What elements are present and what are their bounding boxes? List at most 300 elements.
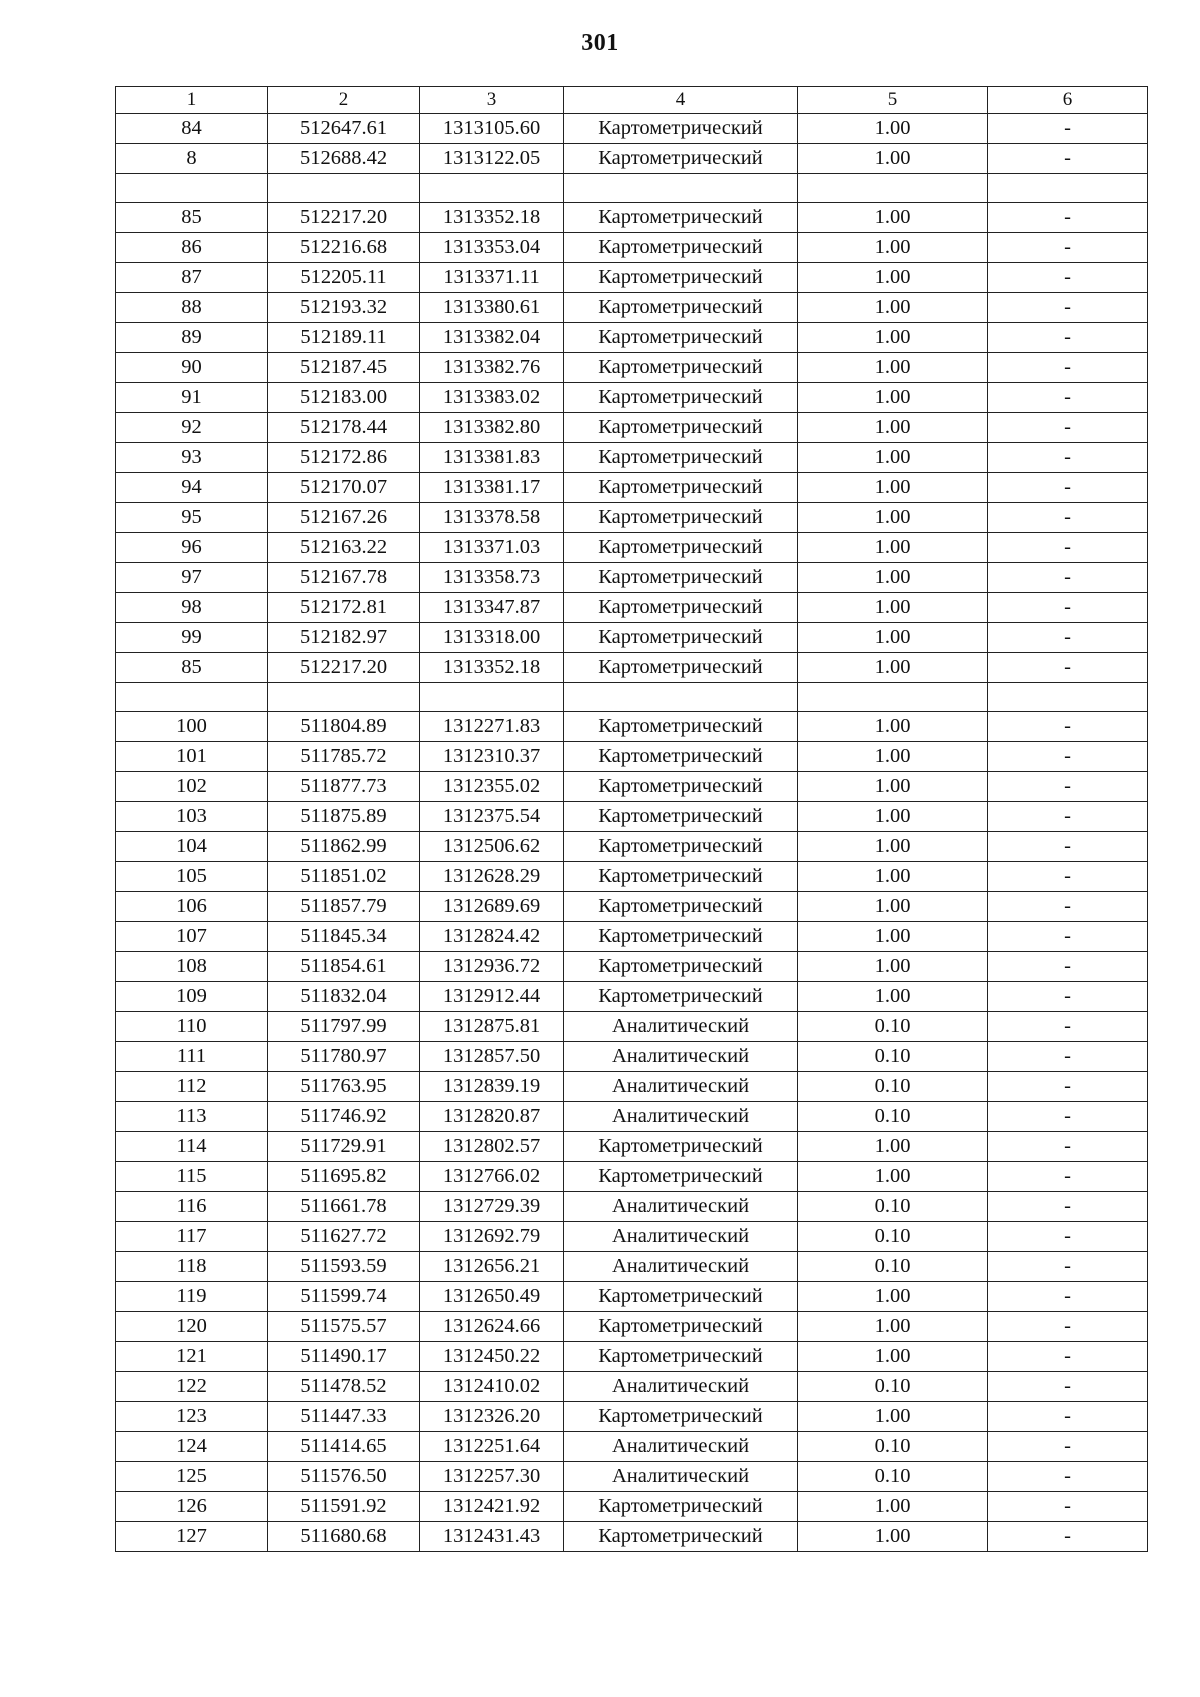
y-coordinate-cell: 1312326.20 bbox=[420, 1402, 564, 1432]
method-cell: Картометрический bbox=[564, 323, 798, 353]
x-coordinate-cell: 512167.26 bbox=[268, 503, 420, 533]
x-coordinate-cell: 512172.81 bbox=[268, 593, 420, 623]
method-cell: Картометрический bbox=[564, 922, 798, 952]
point-number-cell: 126 bbox=[116, 1492, 268, 1522]
x-coordinate-cell: 511875.89 bbox=[268, 802, 420, 832]
accuracy-cell: 1.00 bbox=[798, 623, 988, 653]
note-cell: - bbox=[988, 1072, 1148, 1102]
accuracy-cell: 1.00 bbox=[798, 712, 988, 742]
note-cell: - bbox=[988, 323, 1148, 353]
point-number-cell: 124 bbox=[116, 1432, 268, 1462]
point-number-cell: 86 bbox=[116, 233, 268, 263]
table-row bbox=[116, 982, 1148, 1012]
accuracy-cell: 0.10 bbox=[798, 1462, 988, 1492]
y-coordinate-cell: 1312766.02 bbox=[420, 1162, 564, 1192]
table-row bbox=[116, 413, 1148, 443]
table-row bbox=[116, 1402, 1148, 1432]
table-row bbox=[116, 1252, 1148, 1282]
note-cell: - bbox=[988, 1132, 1148, 1162]
table-row bbox=[116, 353, 1148, 383]
column-header: 1 bbox=[116, 87, 268, 114]
method-cell: Аналитический bbox=[564, 1252, 798, 1282]
x-coordinate-cell: 511661.78 bbox=[268, 1192, 420, 1222]
note-cell: - bbox=[988, 144, 1148, 174]
point-number-cell: 114 bbox=[116, 1132, 268, 1162]
note-cell: - bbox=[988, 1102, 1148, 1132]
table-row bbox=[116, 742, 1148, 772]
point-number-cell: 105 bbox=[116, 862, 268, 892]
table-row bbox=[116, 1372, 1148, 1402]
accuracy-cell: 1.00 bbox=[798, 1282, 988, 1312]
x-coordinate-cell: 511593.59 bbox=[268, 1252, 420, 1282]
table-row bbox=[116, 683, 1148, 712]
x-coordinate-cell: 511862.99 bbox=[268, 832, 420, 862]
note-cell: - bbox=[988, 1402, 1148, 1432]
method-cell: Аналитический bbox=[564, 1102, 798, 1132]
method-cell: Картометрический bbox=[564, 1162, 798, 1192]
note-cell: - bbox=[988, 1372, 1148, 1402]
point-number-cell: 91 bbox=[116, 383, 268, 413]
accuracy-cell: 1.00 bbox=[798, 1342, 988, 1372]
accuracy-cell: 1.00 bbox=[798, 533, 988, 563]
note-cell: - bbox=[988, 1252, 1148, 1282]
note-cell: - bbox=[988, 623, 1148, 653]
note-cell: - bbox=[988, 1192, 1148, 1222]
accuracy-cell: 0.10 bbox=[798, 1072, 988, 1102]
method-cell: Картометрический bbox=[564, 1132, 798, 1162]
method-cell: Картометрический bbox=[564, 293, 798, 323]
table-row bbox=[116, 1102, 1148, 1132]
table-header-row bbox=[116, 87, 1148, 114]
method-cell: Картометрический bbox=[564, 653, 798, 683]
point-number-cell bbox=[116, 174, 268, 203]
accuracy-cell: 1.00 bbox=[798, 1492, 988, 1522]
point-number-cell: 89 bbox=[116, 323, 268, 353]
point-number-cell: 112 bbox=[116, 1072, 268, 1102]
note-cell: - bbox=[988, 383, 1148, 413]
accuracy-cell bbox=[798, 174, 988, 203]
x-coordinate-cell: 511680.68 bbox=[268, 1522, 420, 1552]
point-number-cell: 90 bbox=[116, 353, 268, 383]
method-cell: Картометрический bbox=[564, 413, 798, 443]
x-coordinate-cell: 511845.34 bbox=[268, 922, 420, 952]
note-cell: - bbox=[988, 982, 1148, 1012]
note-cell: - bbox=[988, 563, 1148, 593]
method-cell: Картометрический bbox=[564, 203, 798, 233]
point-number-cell: 87 bbox=[116, 263, 268, 293]
y-coordinate-cell: 1312912.44 bbox=[420, 982, 564, 1012]
note-cell: - bbox=[988, 1462, 1148, 1492]
point-number-cell: 122 bbox=[116, 1372, 268, 1402]
method-cell: Картометрический bbox=[564, 952, 798, 982]
method-cell: Картометрический bbox=[564, 563, 798, 593]
coordinates-table bbox=[115, 86, 1148, 1552]
point-number-cell: 108 bbox=[116, 952, 268, 982]
accuracy-cell: 1.00 bbox=[798, 473, 988, 503]
table-row bbox=[116, 473, 1148, 503]
y-coordinate-cell: 1313122.05 bbox=[420, 144, 564, 174]
y-coordinate-cell: 1312656.21 bbox=[420, 1252, 564, 1282]
x-coordinate-cell: 512189.11 bbox=[268, 323, 420, 353]
x-coordinate-cell: 512688.42 bbox=[268, 144, 420, 174]
table-body bbox=[116, 87, 1148, 1552]
y-coordinate-cell: 1312375.54 bbox=[420, 802, 564, 832]
point-number-cell: 120 bbox=[116, 1312, 268, 1342]
table-row bbox=[116, 1312, 1148, 1342]
x-coordinate-cell: 512163.22 bbox=[268, 533, 420, 563]
note-cell: - bbox=[988, 593, 1148, 623]
method-cell: Аналитический bbox=[564, 1222, 798, 1252]
point-number-cell: 85 bbox=[116, 203, 268, 233]
table-row bbox=[116, 802, 1148, 832]
accuracy-cell: 1.00 bbox=[798, 802, 988, 832]
method-cell: Картометрический bbox=[564, 712, 798, 742]
accuracy-cell: 1.00 bbox=[798, 503, 988, 533]
y-coordinate-cell: 1312421.92 bbox=[420, 1492, 564, 1522]
accuracy-cell: 1.00 bbox=[798, 1162, 988, 1192]
note-cell: - bbox=[988, 802, 1148, 832]
accuracy-cell: 1.00 bbox=[798, 323, 988, 353]
method-cell: Аналитический bbox=[564, 1072, 798, 1102]
table-row bbox=[116, 1222, 1148, 1252]
x-coordinate-cell: 511797.99 bbox=[268, 1012, 420, 1042]
note-cell: - bbox=[988, 952, 1148, 982]
x-coordinate-cell: 512193.32 bbox=[268, 293, 420, 323]
point-number-cell: 102 bbox=[116, 772, 268, 802]
x-coordinate-cell: 511414.65 bbox=[268, 1432, 420, 1462]
point-number-cell: 109 bbox=[116, 982, 268, 1012]
note-cell: - bbox=[988, 772, 1148, 802]
y-coordinate-cell: 1312410.02 bbox=[420, 1372, 564, 1402]
method-cell: Картометрический bbox=[564, 832, 798, 862]
table-row bbox=[116, 892, 1148, 922]
note-cell: - bbox=[988, 1522, 1148, 1552]
point-number-cell: 117 bbox=[116, 1222, 268, 1252]
method-cell: Картометрический bbox=[564, 593, 798, 623]
x-coordinate-cell: 512647.61 bbox=[268, 114, 420, 144]
y-coordinate-cell: 1312729.39 bbox=[420, 1192, 564, 1222]
method-cell: Аналитический bbox=[564, 1192, 798, 1222]
accuracy-cell: 1.00 bbox=[798, 1132, 988, 1162]
note-cell: - bbox=[988, 1432, 1148, 1462]
accuracy-cell: 1.00 bbox=[798, 952, 988, 982]
table-row bbox=[116, 952, 1148, 982]
table-row bbox=[116, 323, 1148, 353]
note-cell: - bbox=[988, 413, 1148, 443]
accuracy-cell: 1.00 bbox=[798, 443, 988, 473]
y-coordinate-cell: 1312355.02 bbox=[420, 772, 564, 802]
table-row bbox=[116, 653, 1148, 683]
y-coordinate-cell: 1313381.83 bbox=[420, 443, 564, 473]
accuracy-cell: 0.10 bbox=[798, 1012, 988, 1042]
method-cell: Картометрический bbox=[564, 263, 798, 293]
method-cell: Картометрический bbox=[564, 144, 798, 174]
y-coordinate-cell: 1312624.66 bbox=[420, 1312, 564, 1342]
column-header: 5 bbox=[798, 87, 988, 114]
point-number-cell bbox=[116, 683, 268, 712]
accuracy-cell: 1.00 bbox=[798, 593, 988, 623]
accuracy-cell bbox=[798, 683, 988, 712]
point-number-cell: 115 bbox=[116, 1162, 268, 1192]
accuracy-cell: 1.00 bbox=[798, 772, 988, 802]
point-number-cell: 88 bbox=[116, 293, 268, 323]
column-header: 4 bbox=[564, 87, 798, 114]
note-cell bbox=[988, 683, 1148, 712]
y-coordinate-cell: 1313352.18 bbox=[420, 203, 564, 233]
note-cell: - bbox=[988, 1012, 1148, 1042]
table-row bbox=[116, 1192, 1148, 1222]
x-coordinate-cell: 511695.82 bbox=[268, 1162, 420, 1192]
note-cell: - bbox=[988, 233, 1148, 263]
table-row bbox=[116, 503, 1148, 533]
table-row bbox=[116, 1072, 1148, 1102]
y-coordinate-cell bbox=[420, 174, 564, 203]
y-coordinate-cell: 1312839.19 bbox=[420, 1072, 564, 1102]
method-cell: Картометрический bbox=[564, 862, 798, 892]
table-row bbox=[116, 1522, 1148, 1552]
accuracy-cell: 0.10 bbox=[798, 1372, 988, 1402]
x-coordinate-cell: 512217.20 bbox=[268, 653, 420, 683]
point-number-cell: 104 bbox=[116, 832, 268, 862]
point-number-cell: 8 bbox=[116, 144, 268, 174]
accuracy-cell: 1.00 bbox=[798, 233, 988, 263]
table-row bbox=[116, 862, 1148, 892]
x-coordinate-cell: 511857.79 bbox=[268, 892, 420, 922]
y-coordinate-cell: 1312857.50 bbox=[420, 1042, 564, 1072]
method-cell: Картометрический bbox=[564, 1522, 798, 1552]
point-number-cell: 110 bbox=[116, 1012, 268, 1042]
table-row bbox=[116, 144, 1148, 174]
method-cell: Аналитический bbox=[564, 1372, 798, 1402]
method-cell: Аналитический bbox=[564, 1462, 798, 1492]
table-row bbox=[116, 533, 1148, 563]
accuracy-cell: 1.00 bbox=[798, 1312, 988, 1342]
table-row bbox=[116, 174, 1148, 203]
method-cell: Картометрический bbox=[564, 1402, 798, 1432]
point-number-cell: 92 bbox=[116, 413, 268, 443]
y-coordinate-cell: 1313380.61 bbox=[420, 293, 564, 323]
table-row bbox=[116, 293, 1148, 323]
y-coordinate-cell: 1312257.30 bbox=[420, 1462, 564, 1492]
table-row bbox=[116, 1492, 1148, 1522]
x-coordinate-cell bbox=[268, 683, 420, 712]
point-number-cell: 118 bbox=[116, 1252, 268, 1282]
note-cell: - bbox=[988, 653, 1148, 683]
point-number-cell: 98 bbox=[116, 593, 268, 623]
y-coordinate-cell: 1312431.43 bbox=[420, 1522, 564, 1552]
table-row bbox=[116, 623, 1148, 653]
x-coordinate-cell: 511851.02 bbox=[268, 862, 420, 892]
table-row bbox=[116, 443, 1148, 473]
point-number-cell: 123 bbox=[116, 1402, 268, 1432]
method-cell: Картометрический bbox=[564, 503, 798, 533]
accuracy-cell: 1.00 bbox=[798, 563, 988, 593]
method-cell: Картометрический bbox=[564, 802, 798, 832]
y-coordinate-cell: 1312936.72 bbox=[420, 952, 564, 982]
table-row bbox=[116, 1162, 1148, 1192]
y-coordinate-cell: 1313381.17 bbox=[420, 473, 564, 503]
point-number-cell: 119 bbox=[116, 1282, 268, 1312]
method-cell: Картометрический bbox=[564, 1342, 798, 1372]
note-cell: - bbox=[988, 1492, 1148, 1522]
y-coordinate-cell: 1313382.80 bbox=[420, 413, 564, 443]
x-coordinate-cell: 512205.11 bbox=[268, 263, 420, 293]
method-cell: Картометрический bbox=[564, 233, 798, 263]
x-coordinate-cell: 512182.97 bbox=[268, 623, 420, 653]
x-coordinate-cell: 512217.20 bbox=[268, 203, 420, 233]
x-coordinate-cell: 511832.04 bbox=[268, 982, 420, 1012]
accuracy-cell: 1.00 bbox=[798, 1522, 988, 1552]
note-cell: - bbox=[988, 892, 1148, 922]
y-coordinate-cell bbox=[420, 683, 564, 712]
y-coordinate-cell: 1313353.04 bbox=[420, 233, 564, 263]
table-row bbox=[116, 832, 1148, 862]
note-cell: - bbox=[988, 114, 1148, 144]
point-number-cell: 96 bbox=[116, 533, 268, 563]
note-cell: - bbox=[988, 742, 1148, 772]
column-header: 2 bbox=[268, 87, 420, 114]
y-coordinate-cell: 1313352.18 bbox=[420, 653, 564, 683]
method-cell: Картометрический bbox=[564, 114, 798, 144]
method-cell bbox=[564, 174, 798, 203]
method-cell: Картометрический bbox=[564, 623, 798, 653]
method-cell: Картометрический bbox=[564, 533, 798, 563]
method-cell: Картометрический bbox=[564, 772, 798, 802]
point-number-cell: 85 bbox=[116, 653, 268, 683]
accuracy-cell: 1.00 bbox=[798, 982, 988, 1012]
accuracy-cell: 1.00 bbox=[798, 922, 988, 952]
table-row bbox=[116, 1042, 1148, 1072]
y-coordinate-cell: 1312251.64 bbox=[420, 1432, 564, 1462]
x-coordinate-cell: 512216.68 bbox=[268, 233, 420, 263]
x-coordinate-cell: 512172.86 bbox=[268, 443, 420, 473]
x-coordinate-cell: 511785.72 bbox=[268, 742, 420, 772]
point-number-cell: 100 bbox=[116, 712, 268, 742]
note-cell: - bbox=[988, 1282, 1148, 1312]
note-cell: - bbox=[988, 473, 1148, 503]
y-coordinate-cell: 1313318.00 bbox=[420, 623, 564, 653]
method-cell bbox=[564, 683, 798, 712]
point-number-cell: 101 bbox=[116, 742, 268, 772]
accuracy-cell: 0.10 bbox=[798, 1102, 988, 1132]
method-cell: Картометрический bbox=[564, 353, 798, 383]
x-coordinate-cell: 512178.44 bbox=[268, 413, 420, 443]
note-cell bbox=[988, 174, 1148, 203]
note-cell: - bbox=[988, 503, 1148, 533]
method-cell: Картометрический bbox=[564, 742, 798, 772]
table-row bbox=[116, 263, 1148, 293]
x-coordinate-cell: 511575.57 bbox=[268, 1312, 420, 1342]
note-cell: - bbox=[988, 263, 1148, 293]
y-coordinate-cell: 1312271.83 bbox=[420, 712, 564, 742]
x-coordinate-cell: 511780.97 bbox=[268, 1042, 420, 1072]
y-coordinate-cell: 1312875.81 bbox=[420, 1012, 564, 1042]
y-coordinate-cell: 1312450.22 bbox=[420, 1342, 564, 1372]
note-cell: - bbox=[988, 353, 1148, 383]
table-row bbox=[116, 1462, 1148, 1492]
note-cell: - bbox=[988, 1042, 1148, 1072]
table-row bbox=[116, 1342, 1148, 1372]
note-cell: - bbox=[988, 293, 1148, 323]
y-coordinate-cell: 1312628.29 bbox=[420, 862, 564, 892]
accuracy-cell: 1.00 bbox=[798, 144, 988, 174]
x-coordinate-cell: 511599.74 bbox=[268, 1282, 420, 1312]
x-coordinate-cell: 512183.00 bbox=[268, 383, 420, 413]
x-coordinate-cell: 511576.50 bbox=[268, 1462, 420, 1492]
accuracy-cell: 0.10 bbox=[798, 1252, 988, 1282]
note-cell: - bbox=[988, 1312, 1148, 1342]
y-coordinate-cell: 1313382.04 bbox=[420, 323, 564, 353]
x-coordinate-cell: 511490.17 bbox=[268, 1342, 420, 1372]
accuracy-cell: 1.00 bbox=[798, 263, 988, 293]
accuracy-cell: 1.00 bbox=[798, 383, 988, 413]
y-coordinate-cell: 1313383.02 bbox=[420, 383, 564, 413]
method-cell: Картометрический bbox=[564, 982, 798, 1012]
y-coordinate-cell: 1313382.76 bbox=[420, 353, 564, 383]
point-number-cell: 116 bbox=[116, 1192, 268, 1222]
accuracy-cell: 1.00 bbox=[798, 653, 988, 683]
x-coordinate-cell: 512187.45 bbox=[268, 353, 420, 383]
accuracy-cell: 1.00 bbox=[798, 353, 988, 383]
x-coordinate-cell: 512167.78 bbox=[268, 563, 420, 593]
point-number-cell: 127 bbox=[116, 1522, 268, 1552]
note-cell: - bbox=[988, 832, 1148, 862]
point-number-cell: 121 bbox=[116, 1342, 268, 1372]
note-cell: - bbox=[988, 1222, 1148, 1252]
note-cell: - bbox=[988, 533, 1148, 563]
accuracy-cell: 0.10 bbox=[798, 1222, 988, 1252]
note-cell: - bbox=[988, 443, 1148, 473]
method-cell: Картометрический bbox=[564, 1492, 798, 1522]
point-number-cell: 103 bbox=[116, 802, 268, 832]
y-coordinate-cell: 1313347.87 bbox=[420, 593, 564, 623]
accuracy-cell: 1.00 bbox=[798, 413, 988, 443]
accuracy-cell: 1.00 bbox=[798, 293, 988, 323]
table-row bbox=[116, 1282, 1148, 1312]
note-cell: - bbox=[988, 1342, 1148, 1372]
table-row bbox=[116, 383, 1148, 413]
point-number-cell: 97 bbox=[116, 563, 268, 593]
point-number-cell: 93 bbox=[116, 443, 268, 473]
table-row bbox=[116, 1432, 1148, 1462]
y-coordinate-cell: 1313105.60 bbox=[420, 114, 564, 144]
y-coordinate-cell: 1313371.11 bbox=[420, 263, 564, 293]
table-row bbox=[116, 1012, 1148, 1042]
accuracy-cell: 1.00 bbox=[798, 862, 988, 892]
y-coordinate-cell: 1313378.58 bbox=[420, 503, 564, 533]
note-cell: - bbox=[988, 922, 1148, 952]
y-coordinate-cell: 1312689.69 bbox=[420, 892, 564, 922]
method-cell: Картометрический bbox=[564, 473, 798, 503]
table-row bbox=[116, 1132, 1148, 1162]
method-cell: Картометрический bbox=[564, 443, 798, 473]
method-cell: Аналитический bbox=[564, 1432, 798, 1462]
method-cell: Аналитический bbox=[564, 1012, 798, 1042]
x-coordinate-cell: 511627.72 bbox=[268, 1222, 420, 1252]
method-cell: Картометрический bbox=[564, 383, 798, 413]
table-row bbox=[116, 203, 1148, 233]
accuracy-cell: 1.00 bbox=[798, 892, 988, 922]
point-number-cell: 99 bbox=[116, 623, 268, 653]
x-coordinate-cell: 511804.89 bbox=[268, 712, 420, 742]
accuracy-cell: 1.00 bbox=[798, 114, 988, 144]
column-header: 3 bbox=[420, 87, 564, 114]
x-coordinate-cell: 511854.61 bbox=[268, 952, 420, 982]
point-number-cell: 125 bbox=[116, 1462, 268, 1492]
note-cell: - bbox=[988, 203, 1148, 233]
table-row bbox=[116, 114, 1148, 144]
x-coordinate-cell: 511877.73 bbox=[268, 772, 420, 802]
